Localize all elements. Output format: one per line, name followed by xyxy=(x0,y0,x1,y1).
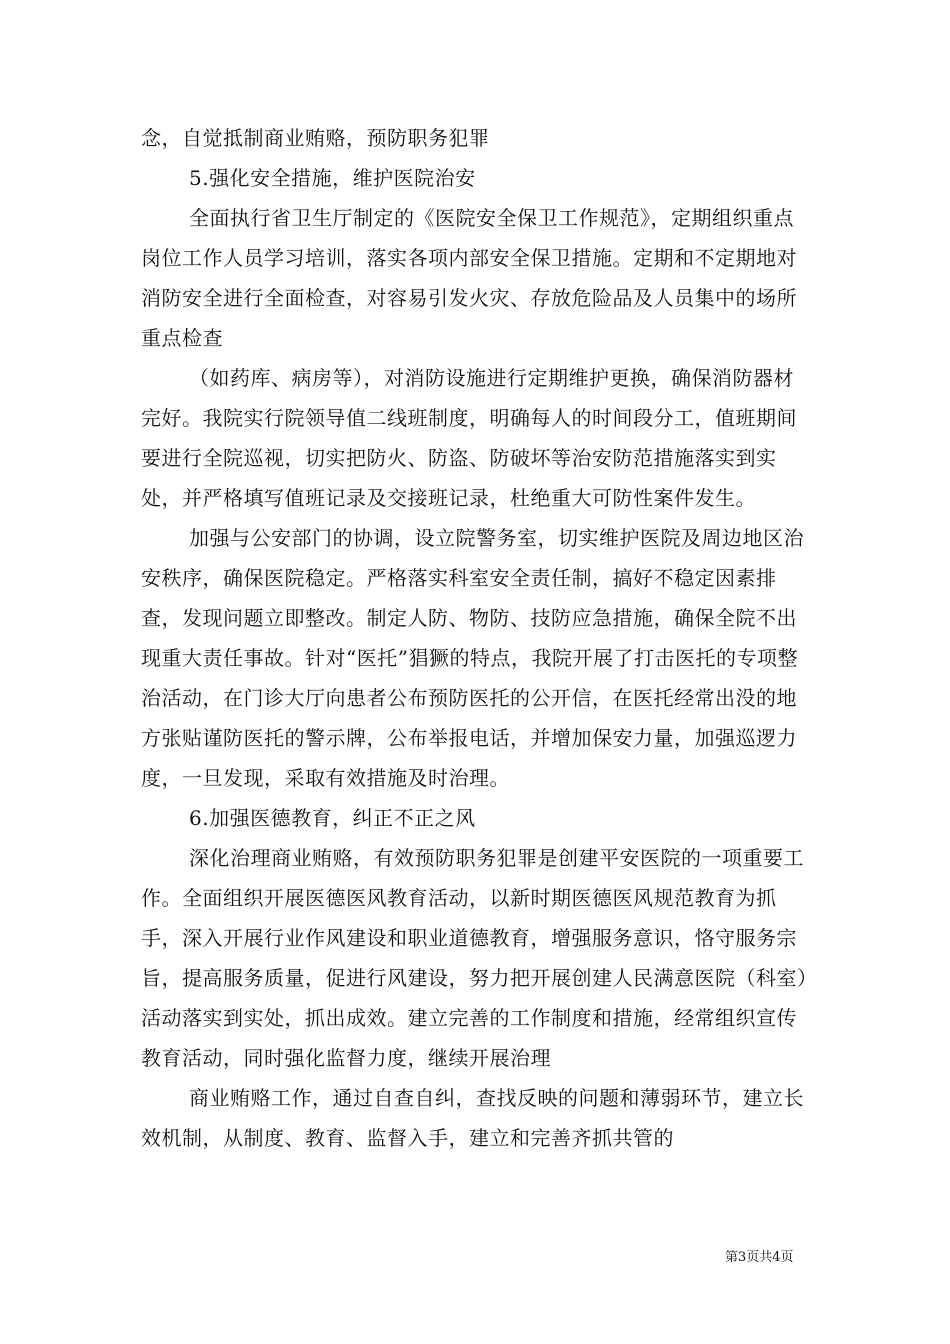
paragraph-1: 念，自觉抵制商业贿赂，预防职务犯罪 xyxy=(141,126,490,150)
paragraph-7: 深化治理商业贿赂，有效预防职务犯罪是创建平安医院的一项重要工作。全面组织开展医德医风教育活动，以新时期医德医风规范教育为抓手，深入开展行业作风建设和职业道德教育，增强服务意识，恪守服务宗旨，提高服务质量，促进行风建设，努力把开展创建人民满意医院（科室）活动落实到实处，抓出成效。建立完善的工作制度和措施，经常组织宣传教育活动，同时强化监督力度，继续开展治理 xyxy=(141,846,808,1070)
section-heading-5: 5.强化安全措施，维护医院治安 xyxy=(189,166,476,190)
page-number: 第3页共4页 xyxy=(725,1250,794,1265)
paragraph-8: 商业贿赂工作，通过自查自纠，查找反映的问题和薄弱环节，建立长效机制，从制度、教育、监督入手，建立和完善齐抓共管的 xyxy=(141,1086,804,1150)
section-heading-6: 6.加强医德教育，纠正不正之风 xyxy=(189,806,476,830)
paragraph-5: 加强与公安部门的协调，设立院警务室，切实维护医院及周边地区治安秩序，确保医院稳定。严格落实科室安全责任制，搞好不稳定因素排查，发现问题立即整改。制定人防、物防、技防应急措施，确保全院不出现重大责任事故。针对“医托”猖獗的特点，我院开展了打击医托的专项整治活动，在门诊大厅向患者公布预防医托的公开信，在医托经常出没的地方张贴谨防医托的警示牌，公布举报电话，并增加保安力量，加强巡逻力度，一旦发现，采取有效措施及时治理。 xyxy=(141,526,804,790)
document-body xyxy=(141,118,813,1158)
paragraph-4: （如药库、病房等），对消防设施进行定期维护更换，确保消防器材完好。我院实行院领导值二线班制度，明确每人的时间段分工，值班期间要进行全院巡视，切实把防火、防盗、防破坏等治安防范措施落实到实处，并严格填写值班记录及交接班记录，杜绝重大可防性案件发生。 xyxy=(141,366,797,510)
paragraph-3: 全面执行省卫生厅制定的《医院安全保卫工作规范》，定期组织重点岗位工作人员学习培训，落实各项内部安全保卫措施。定期和不定期地对消防安全进行全面检查，对容易引发火灾、存放危险品及人员集中的场所重点检查 xyxy=(141,206,797,350)
